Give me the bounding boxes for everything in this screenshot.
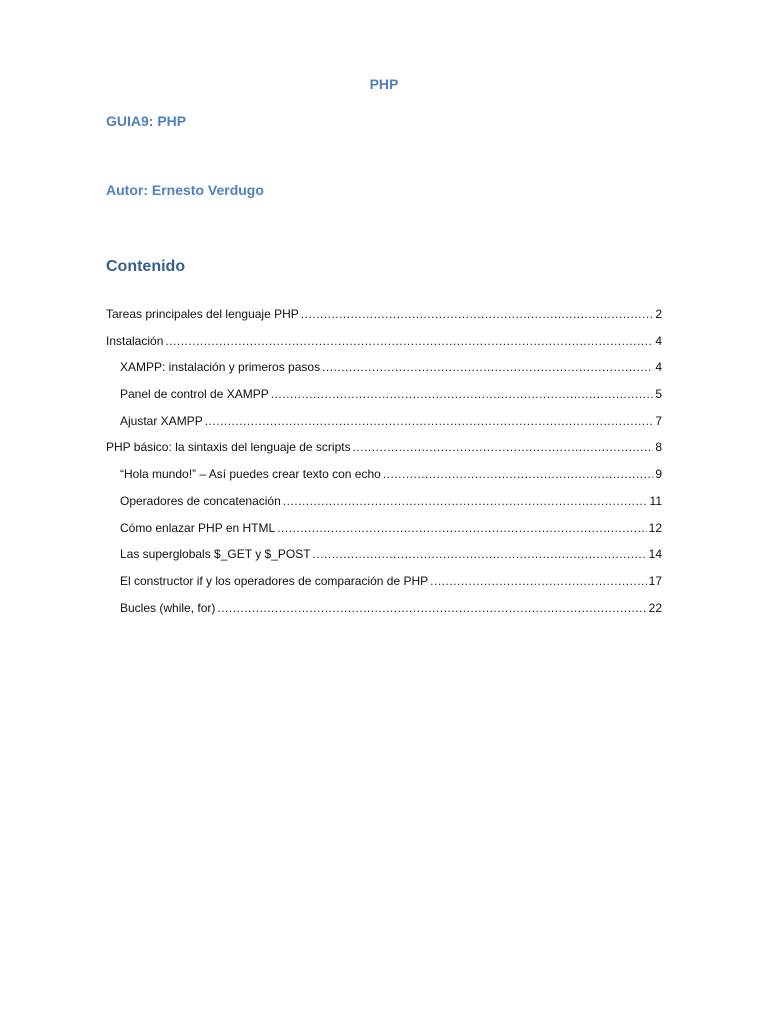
- toc-dot-leader: [165, 333, 653, 349]
- toc-entry[interactable]: [106, 573, 662, 600]
- toc-dot-leader: [353, 439, 654, 455]
- toc-dot-leader: [277, 520, 646, 536]
- toc-entry-label: Instalación: [106, 333, 164, 348]
- toc-entry-label: XAMPP: instalación y primeros pasos: [120, 360, 321, 375]
- toc-entry-label: Cómo enlazar PHP en HTML: [120, 520, 276, 535]
- toc-entry[interactable]: [106, 306, 662, 333]
- toc-entry[interactable]: [106, 439, 662, 466]
- toc-entry-label: Las superglobals $_GET y $_POST: [120, 547, 311, 562]
- toc-entry-label: Bucles (while, for): [120, 600, 216, 615]
- toc-dot-leader: [205, 413, 654, 429]
- toc-entry-label: El constructor if y los operadores de comparación de PHP: [120, 573, 429, 588]
- toc-entry-label: Tareas principales del lenguaje PHP: [106, 307, 299, 321]
- toc-dot-leader: [283, 493, 648, 509]
- toc-dot-leader: [271, 386, 654, 402]
- toc-entry-label: Operadores de concatenación: [120, 493, 281, 508]
- toc-entry-label: PHP básico: la sintaxis del lenguaje de scripts: [106, 440, 351, 455]
- toc-entry-label: Panel de control de XAMPP: [120, 387, 269, 402]
- toc-entry-page-number: 12: [648, 520, 662, 535]
- toc-entry-page-number: 17: [648, 573, 662, 588]
- toc-entry[interactable]: [106, 466, 662, 493]
- toc-dot-leader: [301, 306, 654, 322]
- toc-dot-leader: [322, 359, 653, 375]
- toc-entry-label: Ajustar XAMPP: [120, 413, 203, 428]
- toc-dot-leader: [430, 573, 646, 589]
- toc-entry-page-number: 5: [655, 387, 662, 402]
- toc-entry[interactable]: [106, 493, 662, 520]
- toc-heading: Contenido: [106, 258, 186, 275]
- toc-entry[interactable]: [106, 359, 662, 386]
- author-heading: Autor: Ernesto Verdugo: [106, 182, 264, 198]
- toc-entry[interactable]: [106, 600, 662, 627]
- toc-entry-page-number: 9: [655, 467, 662, 482]
- toc-dot-leader: [217, 600, 646, 616]
- toc-dot-leader: [313, 546, 647, 562]
- toc-dot-leader: [383, 466, 654, 482]
- toc-entry-page-number: 2: [655, 307, 662, 321]
- toc-entry[interactable]: [106, 413, 662, 440]
- toc-entry[interactable]: [106, 520, 662, 547]
- toc-entry-page-number: 7: [655, 413, 662, 428]
- toc-entry-page-number: 4: [655, 333, 662, 348]
- toc-entry-page-number: 14: [648, 547, 662, 562]
- document-title: PHP: [369, 76, 399, 92]
- toc-entry-page-number: 22: [648, 600, 662, 615]
- toc-entry-page-number: 11: [649, 493, 662, 508]
- toc-entry[interactable]: [106, 546, 662, 573]
- toc-entry[interactable]: [106, 386, 662, 413]
- table-of-contents: [106, 306, 662, 626]
- toc-entry-label: “Hola mundo!” – Así puedes crear texto con echo: [120, 467, 381, 482]
- toc-entry-page-number: 4: [655, 360, 662, 375]
- toc-entry[interactable]: [106, 333, 662, 360]
- toc-entry-page-number: 8: [655, 440, 662, 455]
- guide-heading: GUIA9: PHP: [106, 113, 187, 129]
